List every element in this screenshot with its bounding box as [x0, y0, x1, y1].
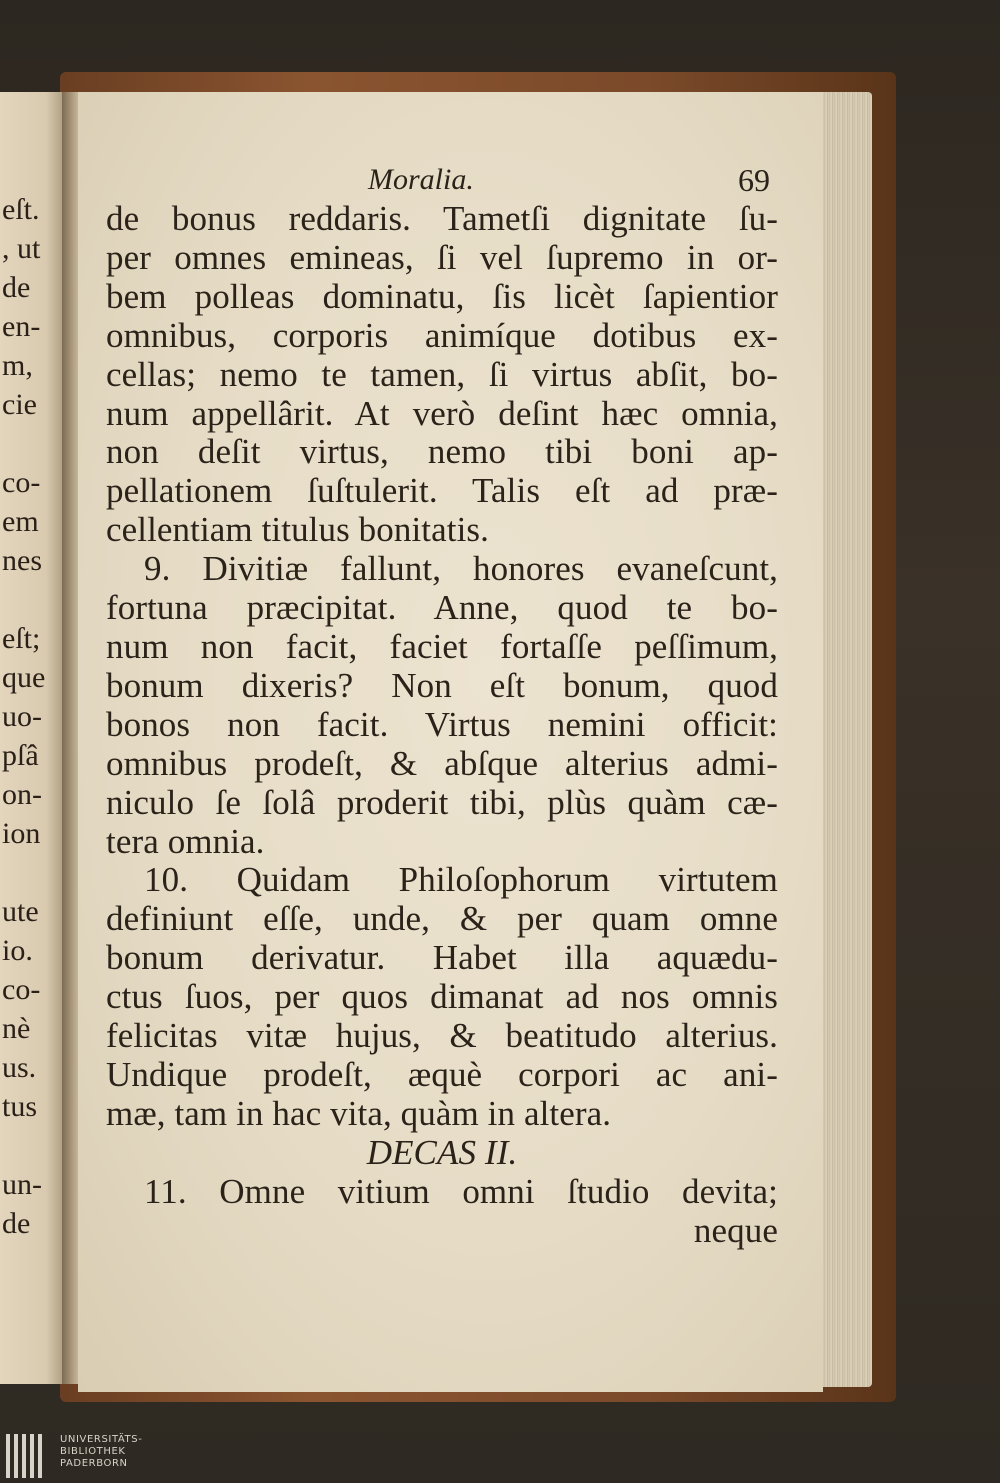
library-logo	[2, 1430, 152, 1482]
left-fragment: m,	[2, 349, 33, 382]
text-line: de bonus reddaris. Tametſi dignitate ſu-	[106, 199, 778, 238]
left-fragment: us.	[2, 1051, 37, 1084]
left-fragment: co-	[2, 466, 41, 499]
logo-text	[60, 1434, 142, 1470]
left-fragment: que	[2, 661, 46, 694]
text-line: num appellârit. At verò deſint hæc omnia,	[106, 393, 778, 433]
text-line: definiunt eſſe, unde, & per quam omne	[106, 899, 778, 939]
left-fragment: on-	[2, 778, 42, 811]
left-fragment: io.	[2, 934, 33, 967]
left-fragment: eſt.	[2, 193, 40, 226]
left-fragment: ute	[2, 895, 39, 928]
logo-line: UNIVERSITÄTS-	[60, 1434, 143, 1445]
text-line: per omnes emineas, ſi vel ſupremo in or-	[106, 237, 778, 277]
left-fragment: de	[2, 1207, 31, 1240]
text-line: bem polleas dominatu, ſis licèt ſapientior	[106, 276, 778, 316]
left-fragment: eſt;	[2, 622, 41, 655]
left-fragment: en-	[2, 310, 41, 343]
logo-bars-icon	[6, 1434, 46, 1478]
text-line: 10. Quidam Philoſophorum virtutem	[144, 860, 778, 900]
text-line: bonos non facit. Virtus nemini officit:	[106, 704, 778, 744]
text-line: bonum derivatur. Habet illa aquædu-	[106, 938, 778, 978]
text-line: Undique prodeſt, æquè corpori ac ani-	[106, 1054, 778, 1094]
left-fragment: ion	[2, 817, 41, 850]
logo-line: BIBLIOTHEK	[60, 1446, 126, 1457]
left-fragment: cie	[2, 388, 37, 421]
page-text-block	[106, 160, 778, 1250]
text-line: tera omnia.	[106, 821, 265, 861]
left-fragment: co-	[2, 973, 41, 1006]
text-line: num non facit, faciet fortaſſe peſſimum,	[106, 626, 778, 666]
text-line: ctus ſuos, per quos dimanat ad nos omnis	[106, 977, 778, 1017]
text-line: pellationem ſuſtulerit. Talis eſt ad præ-	[106, 471, 778, 511]
left-fragment: un-	[2, 1168, 42, 1201]
text-line: felicitas vitæ hujus, & beatitudo alterius.	[106, 1016, 778, 1056]
left-fragment: pſâ	[2, 739, 39, 772]
section-heading: DECAS II.	[366, 1132, 518, 1172]
text-line: omnibus, corporis animíque dotibus ex-	[106, 315, 778, 355]
page-fore-edge	[818, 92, 872, 1387]
text-line: cellas; nemo te tamen, ſi virtus abſit, bo-	[106, 354, 778, 394]
text-line: omnibus prodeſt, & abſque alterius admi-	[106, 743, 778, 783]
left-fragment: nè	[2, 1012, 31, 1045]
catchword: neque	[693, 1210, 778, 1250]
text-line: niculo ſe ſolâ proderit tibi, plùs quàm cæ-	[106, 782, 778, 822]
left-fragment: de	[2, 271, 31, 304]
left-page	[0, 92, 66, 1384]
text-line: 11. Omne vitium omni ſtudio devita;	[144, 1171, 778, 1211]
left-fragment: , ut	[2, 232, 41, 265]
page-number: 69	[738, 162, 770, 198]
text-line: bonum dixeris? Non eſt bonum, quod	[106, 665, 778, 705]
text-line: mæ, tam in hac vita, quàm in altera.	[106, 1093, 612, 1133]
running-head: Moralia.	[368, 163, 474, 196]
logo-line: PADERBORN	[60, 1458, 128, 1469]
left-fragment: tus	[2, 1090, 38, 1123]
text-line: cellentiam titulus bonitatis.	[106, 510, 489, 550]
text-line: non deſit virtus, nemo tibi boni ap-	[106, 432, 778, 472]
page-header	[106, 160, 778, 200]
left-fragment: uo-	[2, 700, 42, 733]
left-fragment: em	[2, 505, 39, 538]
text-line: fortuna præcipitat. Anne, quod te bo-	[106, 588, 778, 628]
left-fragment: nes	[2, 544, 42, 577]
text-line: 9. Divitiæ fallunt, honores evaneſcunt,	[144, 549, 778, 589]
